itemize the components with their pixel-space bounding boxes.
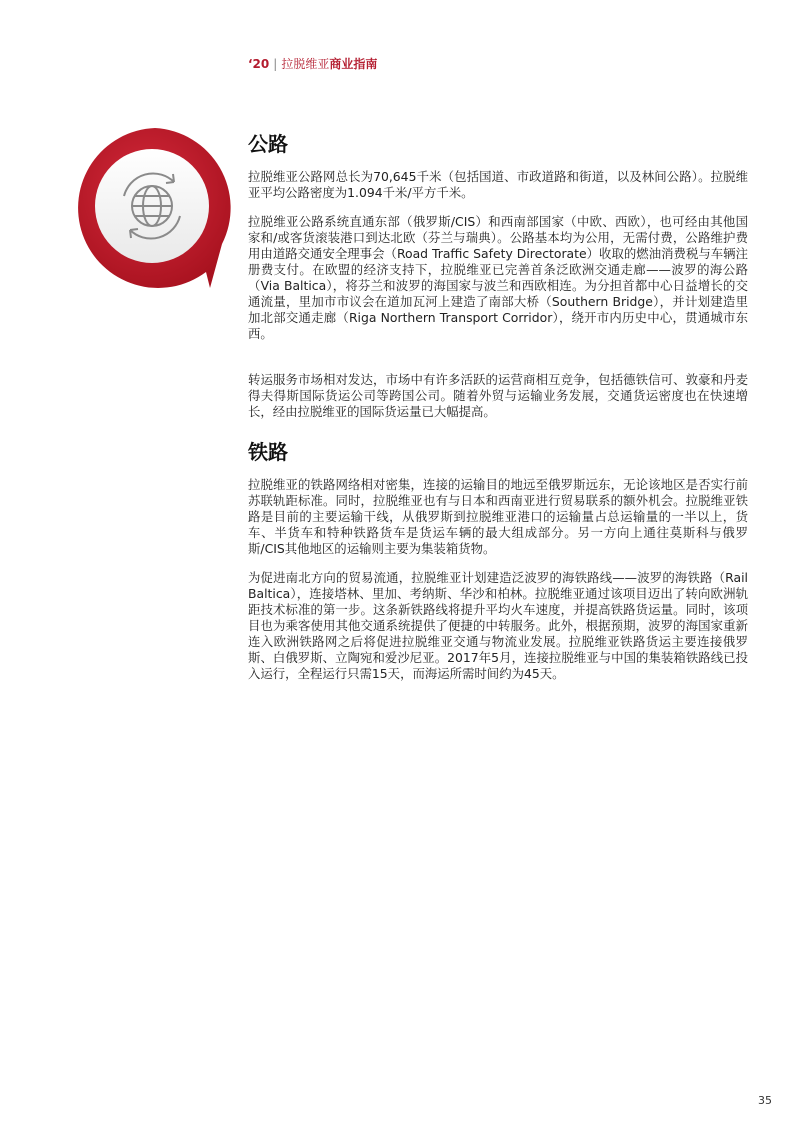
main-content	[248, 128, 748, 682]
heading-roads: 公路	[248, 132, 288, 156]
heading-railway: 铁路	[248, 440, 288, 464]
roads-paragraph-1: 拉脱维亚公路网总长为70,645千米（包括国道、市政道路和街道，以及林间公路）。拉脱维亚平均公路密度为1.094千米/平方千米。	[248, 169, 748, 200]
railway-paragraph-1: 拉脱维亚的铁路网络相对密集，连接的运输目的地远至俄罗斯远东，无论该地区是否实行前苏联轨距标准。同时，拉脱维亚也有与日本和西南亚进行贸易联系的额外机会。拉脱维亚铁路是目前的主要运输干线，从俄罗斯到拉脱维亚港口的运输量占总运输量的一半以上，货车、半货车和特种铁路货车是货运车辆的最大组成部分。另一方向上通往莫斯科与俄罗斯/CIS其他地区的运输则主要为集装箱货物。	[248, 477, 748, 556]
header-title-light: 拉脱维亚	[281, 57, 330, 71]
roads-paragraph-2: 拉脱维亚公路系统直通东部（俄罗斯/CIS）和西南部国家（中欧、西欧），也可经由其他国家和/或客货滚装港口到达北欧（芬兰与瑞典）。公路基本均为公用，无需付费，公路维护费用由道路交通安全理事会（Road Traffic Safety Directorate）收取的燃油消费税与车辆注册费支付。在欧盟的经济支持下，拉脱维亚已完善首条泛欧洲交通走廊——波罗的海公路（Via Baltica），将芬兰和波罗的海国家与波兰和西欧相连。为分担首都中心日益增长的交通流量，里加市市议会在道加瓦河上建造了南部大桥（Southern Bridge），并计划建造里加北部交通走廊（Riga Northern Transport Corridor），绕开市内历史中心，贯通城市东西。	[248, 214, 748, 341]
roads-paragraph-3: 转运服务市场相对发达，市场中有许多活跃的运营商相互竞争，包括德铁信可、敦豪和丹麦得夫得斯国际货运公司等跨国公司。随着外贸与运输业务发展，交通货运密度也在快速增长，经由拉脱维亚的国际货运量已大幅提高。	[248, 372, 748, 419]
running-header	[248, 55, 377, 72]
railway-paragraph-2: 为促进南北方向的贸易流通，拉脱维亚计划建造泛波罗的海铁路线——波罗的海铁路（Rail Baltica），连接塔林、里加、考纳斯、华沙和柏林。拉脱维亚通过该项目迈出了转向欧洲轨距技术标准的第一步。这条新铁路线将提升平均火车速度，并提高铁路货运量。同时，该项目也为乘客使用其他交通系统提供了便捷的中转服务。此外，根据预期，波罗的海国家重新连入欧洲铁路网之后将促进拉脱维亚交通与物流业发展。拉脱维亚铁路货运主要连接俄罗斯、白俄罗斯、立陶宛和爱沙尼亚。2017年5月，连接拉脱维亚与中国的集装箱铁路线已投入运行，全程运行只需15天，而海运所需时间约为45天。	[248, 570, 748, 681]
section-badge	[70, 126, 240, 296]
page-number: 35	[758, 1094, 772, 1107]
section-railway	[248, 436, 748, 682]
header-year: ‘20	[248, 57, 270, 71]
header-title-bold: 商业指南	[329, 57, 378, 71]
header-separator: |	[273, 57, 278, 71]
